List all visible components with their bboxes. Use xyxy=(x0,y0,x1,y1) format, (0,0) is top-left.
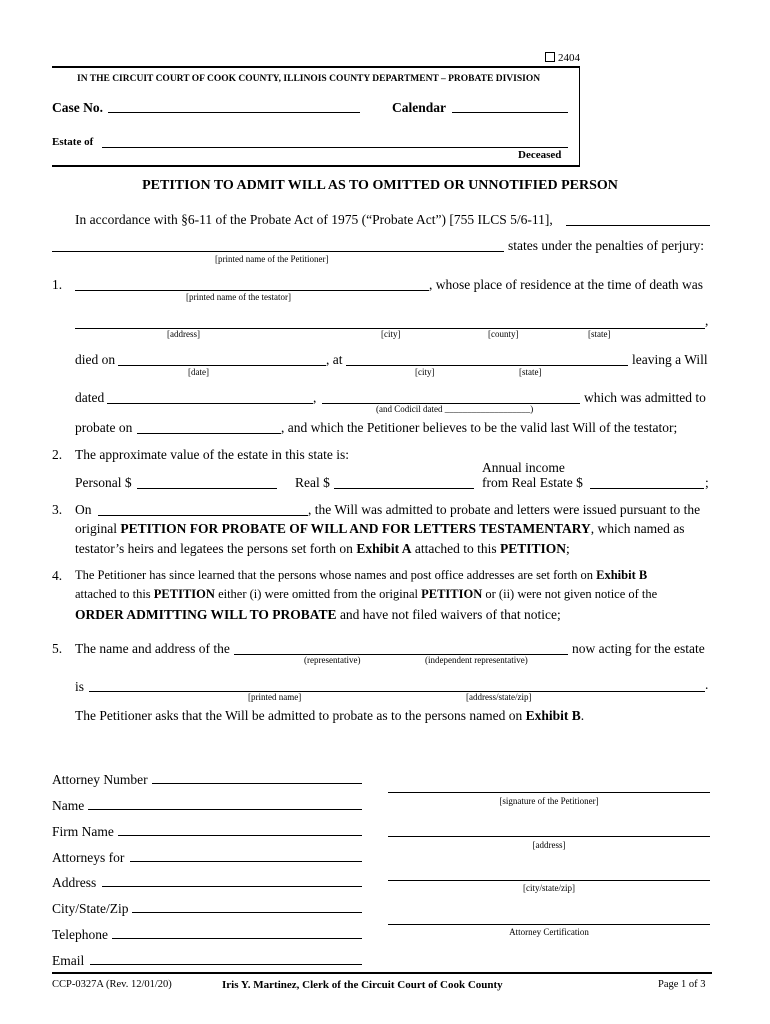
attorney-certification-input[interactable] xyxy=(388,910,710,925)
attorney-number-label: Attorney Number xyxy=(52,772,148,787)
from-real-label: from Real Estate $ xyxy=(482,475,583,490)
case-no-input[interactable] xyxy=(108,98,360,113)
intro-input[interactable] xyxy=(566,211,710,226)
printed-caption: [printed name] xyxy=(248,692,302,702)
will-detail-input[interactable] xyxy=(322,389,580,404)
residence-comma: , xyxy=(705,313,709,328)
annual-income-label: Annual income xyxy=(482,460,565,475)
item3-line3: testator’s heirs and legatees the persons set forth on Exhibit A attached to this PETITION; xyxy=(75,541,570,556)
death-place-input[interactable] xyxy=(346,351,628,366)
city2-caption: [city] xyxy=(415,367,435,377)
estate-of-label: Estate of xyxy=(52,136,94,148)
item3-on-label: On xyxy=(75,502,92,517)
estate-of-input[interactable] xyxy=(102,133,568,148)
case-no-label: Case No. xyxy=(52,100,103,115)
attorney-name-input[interactable] xyxy=(88,795,362,810)
acting-label: now acting for the estate xyxy=(572,641,705,656)
certification-caption: Attorney Certification xyxy=(509,927,589,937)
personal-value-input[interactable] xyxy=(137,474,277,489)
item4-number: 4. xyxy=(52,568,63,583)
admitted-label: which was admitted to xyxy=(584,390,706,405)
attorney-number-input[interactable] xyxy=(152,769,362,784)
will-date-input[interactable] xyxy=(107,389,313,404)
death-date-input[interactable] xyxy=(118,351,326,366)
item1-residence: , whose place of residence at the time of death was xyxy=(429,277,704,292)
item3-line2: original PETITION FOR PROBATE OF WILL AND FOR LETTERS TESTAMENTARY, which named as xyxy=(75,521,685,536)
codicil-caption: (and Codicil dated ___________________) xyxy=(376,404,534,414)
addr-caption: [address/state/zip] xyxy=(466,692,532,702)
leaving-will-label: leaving a Will xyxy=(632,352,708,367)
testator-name-input[interactable] xyxy=(75,276,429,291)
is-label: is xyxy=(75,679,85,694)
clerk-line: Iris Y. Martinez, Clerk of the Circuit Court of Cook County xyxy=(222,979,503,991)
firm-name-input[interactable] xyxy=(118,821,362,836)
intro-text: In accordance with §6-11 of the Probate Act of 1975 (“Probate Act”) [755 ILCS 5/6-11], xyxy=(75,212,553,227)
petitioner-signature-input[interactable] xyxy=(388,778,710,793)
address-caption: [address] xyxy=(167,329,200,339)
item4-line2: attached to this PETITION either (i) were omitted from the original PETITION or (ii) were not given notice of the xyxy=(75,587,658,601)
probate-on-label: probate on xyxy=(75,420,133,435)
representative-input[interactable] xyxy=(234,640,568,655)
signature-caption: [signature of the Petitioner] xyxy=(499,796,599,806)
header-top-rule xyxy=(52,66,580,68)
personal-label: Personal $ xyxy=(75,475,132,490)
probate-date-input[interactable] xyxy=(137,419,281,434)
city-caption: [city] xyxy=(381,329,401,339)
firm-name-label: Firm Name xyxy=(52,824,114,839)
state-caption: [state] xyxy=(588,329,611,339)
page-title: PETITION TO ADMIT WILL AS TO OMITTED OR UNNOTIFIED PERSON xyxy=(142,178,618,193)
rep-address-input[interactable] xyxy=(89,677,705,692)
item5-text: The name and address of the xyxy=(75,641,230,656)
calendar-input[interactable] xyxy=(452,98,568,113)
item2-semicolon: ; xyxy=(705,475,709,490)
checkbox-icon xyxy=(545,52,555,62)
believes-text: , and which the Petitioner believes to be the valid last Will of the testator; xyxy=(281,420,678,435)
intro-states: states under the penalties of perjury: xyxy=(508,238,705,253)
attorney-address-input[interactable] xyxy=(102,872,362,887)
date-caption: [date] xyxy=(188,367,209,377)
telephone-input[interactable] xyxy=(112,924,362,939)
header-right-rule xyxy=(579,66,580,166)
form-number-top: 2404 xyxy=(545,52,580,64)
item5-period: . xyxy=(705,677,709,692)
address-label: Address xyxy=(52,875,97,890)
sig-city-caption: [city/state/zip] xyxy=(523,883,575,893)
annual-income-input[interactable] xyxy=(590,474,704,489)
county-caption: [county] xyxy=(488,329,519,339)
item1-number: 1. xyxy=(52,277,63,292)
page-number: Page 1 of 3 xyxy=(658,979,706,990)
real-label: Real $ xyxy=(295,475,330,490)
sig-address-caption: [address] xyxy=(532,840,566,850)
calendar-label: Calendar xyxy=(392,100,446,115)
footer-rule xyxy=(52,972,712,974)
residence-address-input[interactable] xyxy=(75,314,705,329)
petitioner-city-input[interactable] xyxy=(388,866,710,881)
item3-line1: , the Will was admitted to probate and letters were issued pursuant to the xyxy=(308,502,701,517)
item3-number: 3. xyxy=(52,502,63,517)
dated-comma: , xyxy=(313,390,317,405)
died-on-label: died on xyxy=(75,352,116,367)
telephone-label: Telephone xyxy=(52,927,109,942)
header-bottom-rule xyxy=(52,165,580,167)
item2-text: The approximate value of the estate in this state is: xyxy=(75,447,350,462)
email-label: Email xyxy=(52,953,85,968)
item4-line3: ORDER ADMITTING WILL TO PROBATE and have not filed waivers of that notice; xyxy=(75,607,561,622)
item5-number: 5. xyxy=(52,641,63,656)
form-id: CCP-0327A (Rev. 12/01/20) xyxy=(52,979,172,990)
rep-caption: (representative) xyxy=(304,655,361,665)
email-input[interactable] xyxy=(90,950,362,965)
city-state-zip-label: City/State/Zip xyxy=(52,901,129,916)
at-label: , at xyxy=(326,352,343,367)
item4-line1: The Petitioner has since learned that the persons whose names and post office addresses are set forth on Exhibit B xyxy=(75,568,648,582)
indep-caption: (independent representative) xyxy=(425,655,528,665)
attorneys-for-input[interactable] xyxy=(130,847,362,862)
item2-number: 2. xyxy=(52,447,63,462)
petitioner-name-input[interactable] xyxy=(52,237,504,252)
admission-date-input[interactable] xyxy=(98,501,308,516)
petitioner-address-input[interactable] xyxy=(388,822,710,837)
request-text: The Petitioner asks that the Will be admitted to probate as to the persons named on Exhibit B. xyxy=(75,708,585,723)
court-line: IN THE CIRCUIT COURT OF COOK COUNTY, ILLINOIS COUNTY DEPARTMENT – PROBATE DIVISION xyxy=(77,74,541,84)
deceased-label: Deceased xyxy=(518,149,562,161)
real-value-input[interactable] xyxy=(334,474,474,489)
attorneys-for-label: Attorneys for xyxy=(52,850,125,865)
attorney-city-input[interactable] xyxy=(132,898,362,913)
state2-caption: [state] xyxy=(519,367,542,377)
attorney-name-label: Name xyxy=(52,798,85,813)
petitioner-caption: [printed name of the Petitioner] xyxy=(215,254,329,264)
testator-caption: [printed name of the testator] xyxy=(186,292,291,302)
dated-label: dated xyxy=(75,390,105,405)
